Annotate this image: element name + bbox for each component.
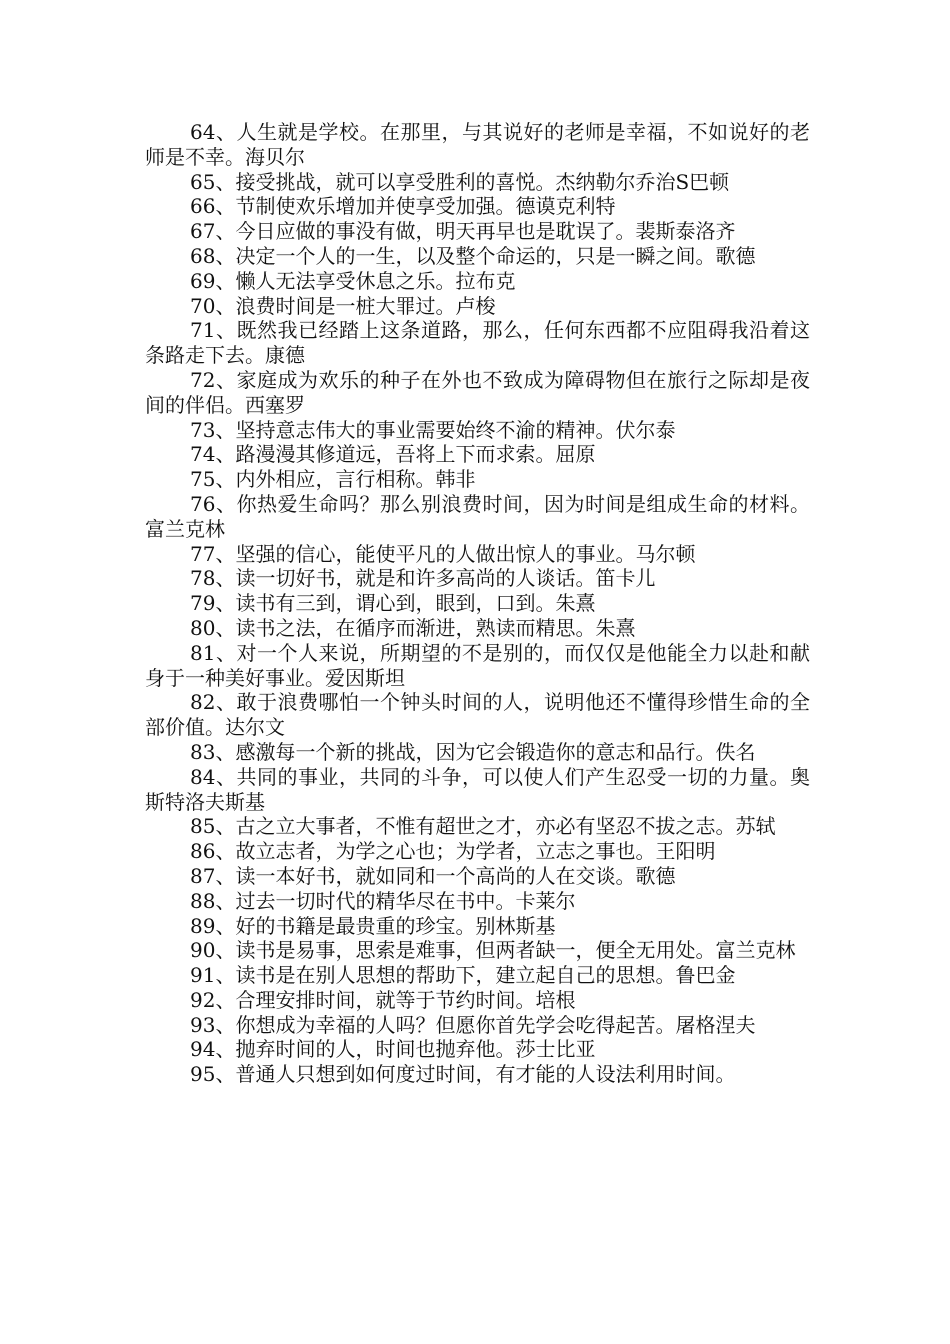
- quote-paragraph: 64、人生就是学校。在那里，与其说好的老师是幸福，不如说好的老师是不幸。海贝尔: [145, 120, 810, 169]
- quote-paragraph: 95、普通人只想到如何度过时间，有才能的人设法利用时间。: [190, 1062, 736, 1087]
- quote-paragraph: 91、读书是在别人思想的帮助下，建立起自己的思想。鲁巴金: [190, 963, 736, 988]
- quote-paragraph: 85、古之立大事者，不惟有超世之才，亦必有坚忍不拔之志。苏轼: [190, 814, 776, 839]
- quote-paragraph: 72、家庭成为欢乐的种子在外也不致成为障碍物但在旅行之际却是夜间的伴侣。西塞罗: [145, 367, 810, 417]
- quote-paragraph: 68、决定一个人的一生，以及整个命运的，只是一瞬之间。歌德: [190, 243, 756, 268]
- quote-paragraph: 77、坚强的信心，能使平凡的人做出惊人的事业。马尔顿: [190, 541, 696, 566]
- quote-list: [145, 120, 810, 1087]
- quote-paragraph: 89、好的书籍是最贵重的珍宝。别林斯基: [190, 913, 556, 938]
- quote-paragraph: 82、敢于浪费哪怕一个钟头时间的人，说明他还不懂得珍惜生命的全部价值。达尔文: [145, 690, 810, 740]
- quote-paragraph: 74、路漫漫其修道远，吾将上下而求索。屈原: [190, 442, 596, 467]
- quote-paragraph: 65、接受挑战，就可以享受胜利的喜悦。杰纳勒尔乔治S巴顿: [190, 169, 730, 194]
- quote-paragraph: 66、节制使欢乐增加并使享受加强。德谟克利特: [190, 194, 616, 219]
- quote-paragraph: 71、既然我已经踏上这条道路，那么，任何东西都不应阻碍我沿着这条路走下去。康德: [145, 318, 810, 368]
- quote-paragraph: 69、懒人无法享受休息之乐。拉布克: [190, 268, 516, 293]
- quote-paragraph: 70、浪费时间是一桩大罪过。卢梭: [190, 293, 496, 318]
- quote-paragraph: 79、读书有三到，谓心到，眼到，口到。朱熹: [190, 591, 596, 616]
- quote-paragraph: 80、读书之法，在循序而渐进，熟读而精思。朱熹: [190, 615, 636, 640]
- quote-paragraph: 81、对一个人来说，所期望的不是别的，而仅仅是他能全力以赴和献身于一种美好事业。爱因斯坦: [145, 640, 810, 690]
- quote-paragraph: 84、共同的事业，共同的斗争，可以使人们产生忍受一切的力量。奥斯特洛夫斯基: [145, 764, 810, 814]
- quote-paragraph: 76、你热爱生命吗？那么别浪费时间，因为时间是组成生命的材料。富兰克林: [145, 491, 810, 541]
- quote-paragraph: 92、合理安排时间，就等于节约时间。培根: [190, 987, 576, 1012]
- quote-paragraph: 93、你想成为幸福的人吗？但愿你首先学会吃得起苦。屠格涅夫: [190, 1012, 756, 1037]
- quote-paragraph: 94、抛弃时间的人，时间也抛弃他。莎士比亚: [190, 1037, 596, 1062]
- quote-paragraph: 83、感激每一个新的挑战，因为它会锻造你的意志和品行。佚名: [190, 739, 756, 764]
- quote-paragraph: 88、过去一切时代的精华尽在书中。卡莱尔: [190, 888, 576, 913]
- quote-paragraph: 78、读一切好书，就是和许多高尚的人谈话。笛卡儿: [190, 566, 656, 591]
- quote-paragraph: 86、故立志者，为学之心也；为学者，立志之事也。王阳明: [190, 839, 716, 864]
- quote-paragraph: 73、坚持意志伟大的事业需要始终不渝的精神。伏尔泰: [190, 417, 676, 442]
- quote-paragraph: 87、读一本好书，就如同和一个高尚的人在交谈。歌德: [190, 863, 676, 888]
- quote-paragraph: 75、内外相应，言行相称。韩非: [190, 467, 476, 492]
- quote-paragraph: 67、今日应做的事没有做，明天再早也是耽误了。裴斯泰洛齐: [190, 219, 736, 244]
- quote-paragraph: 90、读书是易事，思索是难事，但两者缺一，便全无用处。富兰克林: [190, 938, 796, 963]
